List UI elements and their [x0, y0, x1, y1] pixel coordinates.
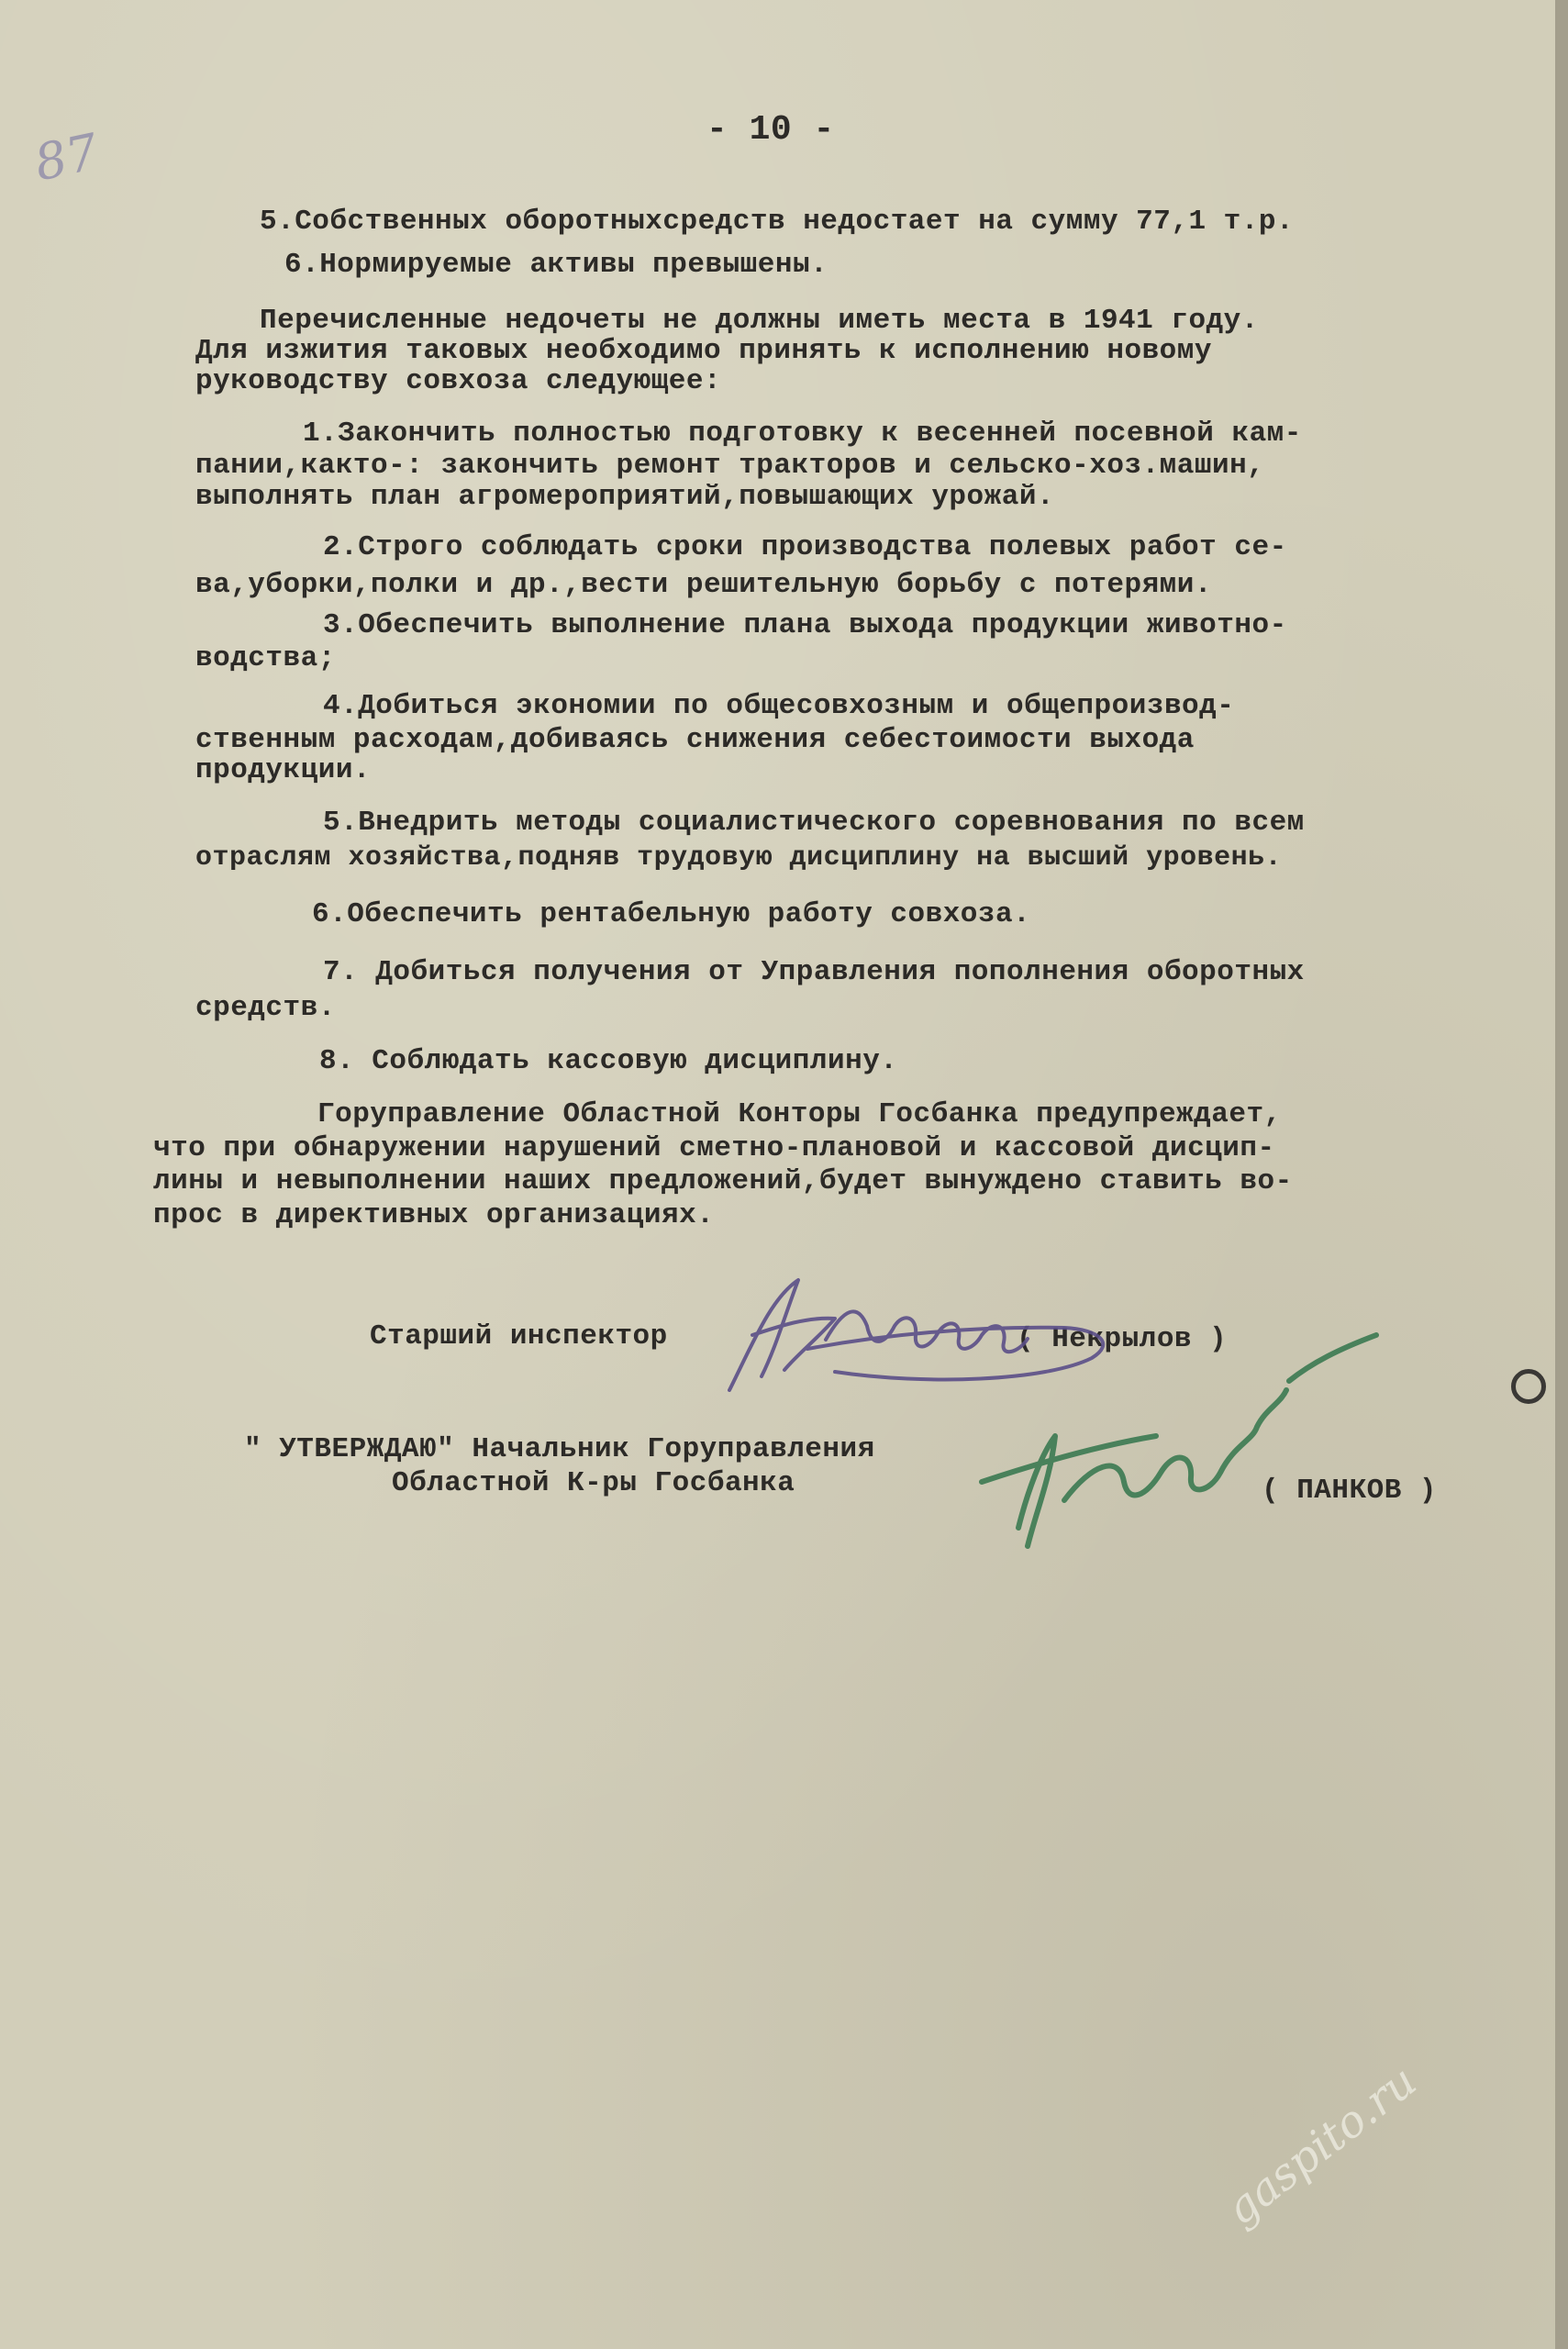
text-line: пании,както-: закончить ремонт тракторов и сельско-хоз.машин,: [195, 450, 1265, 482]
watermark: gaspito.ru: [1216, 2055, 1427, 2235]
inspector-title: Старший инспектор: [370, 1320, 668, 1353]
text-line: 6.Нормируемые активы превышены.: [284, 249, 828, 281]
archive-mark: 87: [29, 122, 104, 193]
text-line: 5.Собственных оборотныхсредств недостает на сумму 77,1 т.р.: [260, 206, 1295, 238]
approval-line-2: Областной К-ры Госбанка: [392, 1467, 795, 1499]
text-line: 6.Обеспечить рентабельную работу совхоза.: [312, 898, 1031, 930]
page-number: - 10 -: [706, 110, 835, 150]
text-line: 3.Обеспечить выполнение плана выхода продукции животно-: [323, 609, 1287, 641]
text-line: лины и невыполнении наших предложений,будет вынуждено ставить во-: [153, 1165, 1293, 1197]
text-line: 8. Соблюдать кассовую дисциплину.: [319, 1045, 898, 1077]
text-line: средств.: [195, 992, 336, 1024]
text-line: ственным расходам,добиваясь снижения себестоимости выхода: [195, 724, 1195, 756]
text-line: водства;: [195, 642, 336, 674]
text-line: 7. Добиться получения от Управления пополнения оборотных: [323, 956, 1305, 988]
text-line: Для изжития таковых необходимо принять к исполнению новому: [195, 335, 1212, 367]
text-line: выполнять план агромероприятий,повышающих урожай.: [195, 481, 1055, 513]
text-line: руководству совхоза следующее:: [195, 365, 722, 397]
text-line: ва,уборки,полки и др.,вести решительную борьбу с потерями.: [195, 569, 1212, 601]
text-line: что при обнаружении нарушений сметно-плановой и кассовой дисцип-: [153, 1132, 1275, 1164]
text-line: Горуправление Областной Конторы Госбанка предупреждает,: [317, 1098, 1282, 1130]
approval-line-1: " УТВЕРЖДАЮ" Начальник Горуправления: [244, 1433, 875, 1465]
chief-signature: [963, 1326, 1404, 1564]
text-line: отраслям хозяйства,подняв трудовую дисциплину на высший уровень.: [195, 842, 1283, 874]
text-line: продукции.: [195, 754, 372, 786]
text-line: 4.Добиться экономии по общесовхозным и общепроизвод-: [323, 690, 1235, 722]
text-line: прос в директивных организациях.: [153, 1199, 715, 1231]
chief-name: ( ПАНКОВ ): [1262, 1475, 1438, 1507]
text-line: 5.Внедрить методы социалистического соревнования по всем: [323, 807, 1305, 839]
inspector-name: ( Некрылов ): [1017, 1323, 1228, 1355]
paper-edge: [1555, 0, 1568, 2349]
text-line: Перечисленные недочеты не должны иметь места в 1941 году.: [260, 305, 1259, 337]
text-line: 1.Закончить полностью подготовку к весенней посевной кам-: [303, 417, 1302, 450]
ink-blot: [1511, 1369, 1546, 1404]
text-line: 2.Строго соблюдать сроки производства полевых работ се-: [323, 531, 1287, 563]
